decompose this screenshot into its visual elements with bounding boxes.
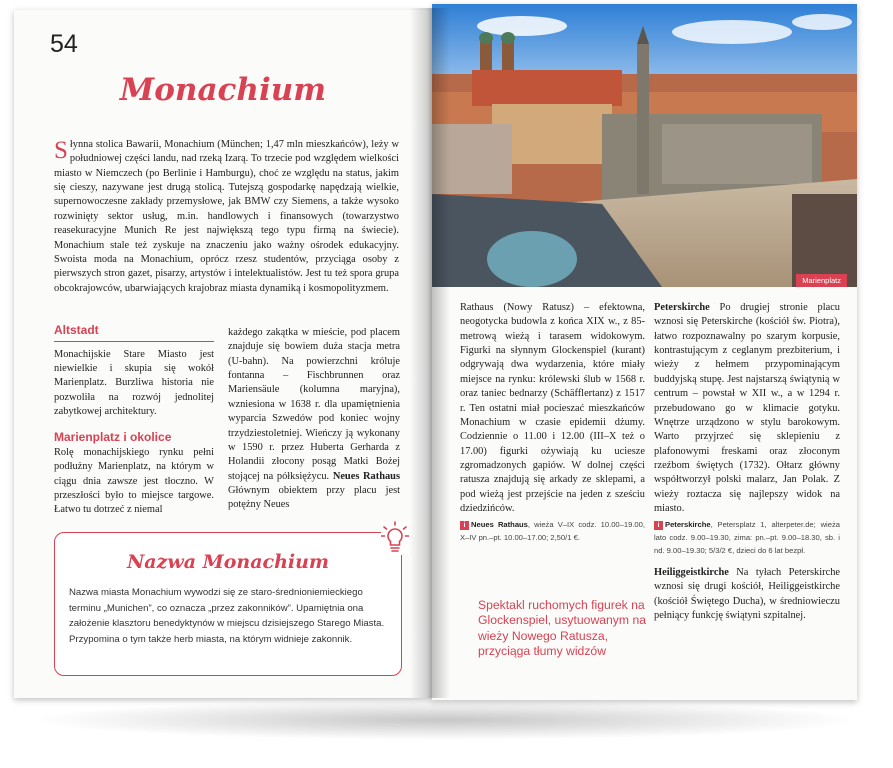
heiliggeistkirche-label: Heiliggeistkirche: [654, 567, 729, 579]
info-title: Peterskirche: [665, 520, 711, 530]
heading-divider: [54, 341, 214, 342]
info-neues-rathaus: [460, 519, 645, 545]
drop-cap: S: [54, 137, 68, 164]
marienplatz-heading: Marienplatz i okolice: [54, 430, 172, 445]
page-number: 54: [50, 30, 78, 58]
sidebar-box: [54, 532, 402, 676]
neues-rathaus-label: Neues Rathaus: [332, 470, 400, 482]
right-page: [432, 4, 857, 700]
info-title: Neues Rathaus: [471, 520, 528, 530]
heiliggeistkirche-text: Na tyłach Peterskirche wznosi się drugi kościół, Heiliggeistkirche (kościół Świętego Ducha), w średniowieczu pełniący funkcję świątyni szpitalnej.: [654, 567, 840, 622]
peterskirche-label: Peterskirche: [654, 302, 710, 313]
box-title: Nazwa Monachium: [126, 551, 330, 573]
info-peterskirche: [654, 519, 840, 558]
marienplatz-text: Rolę monachijskiego rynku pełni podłużny Marienplatz, na którym w ciągu dnia zawsze jest tłoczno. W przeszłości było to miejsce targowe. Łatwo tu dotrzeć z niemal: [54, 446, 214, 516]
column-text-tail: Głównym obiektem przy placu jest potężny Neues: [228, 484, 400, 511]
book-spine: [410, 8, 450, 698]
lightbulb-icon: [381, 521, 409, 555]
intro-paragraph: [54, 138, 399, 296]
altstadt-text: Monachijskie Stare Miasto jest niewielkie i skupia się wokół Marienplatz. Burzliwa historia nie pozwoliła na rozwój jednolitej zabytkowej architektury.: [54, 348, 214, 417]
info-icon: i: [460, 521, 469, 530]
book-shadow: [30, 700, 860, 740]
intro-text: łynna stolica Bawarii, Monachium (München; 1,47 mln mieszkańców), leży w południowej części landu, nad rzeką Izarą. To trzecie pod względem wielkości miasto w Niemczech (po Berlinie i Hamburgu), choć ze względu na status, jakim się cieszy, nazywane jest drugą stolicą. Tutejszą gospodarkę napędzają wielkie, supernowoczesne zakłady przemysłowe, jak BMW czy Siemens, a także wysoko rozwinięty sektor usług, m.in. handlowych i finansowych (towarzystwo reasekuracyjne Munich Re jest największą tego typu firmą na świecie). Monachium stale też zyskuje na znaczeniu jako ważny ośrodek edukacyjny. Swoista moda na Monachium, oprócz rzesz studentów, przyciąga osoby z pierwszych stron gazet, pisarzy, artystów i intelektualistów. Jest tu też spora grupa obcokrajowców, ubarwiających krajobraz miasta dynamiką i kosmopolityzmem.: [54, 139, 399, 294]
box-text: Nazwa miasta Monachium wywodzi się ze staro-średnioniemieckiego terminu „Munichen”, co oznacza „przez zakonników”. Upamiętnia ona założenie klasztoru benedyktynów w miejscu dzisiejszego Starego Miasta. Przypomina o tym także herb miasta, na którym widnieje zakonnik.: [69, 587, 385, 645]
info-icon: i: [654, 521, 663, 530]
marienplatz-photo: [432, 4, 857, 287]
left-column: [54, 322, 214, 518]
peterskirche-text: Po drugiej stronie placu wznosi się Peterskirche (kościół św. Piotra), łatwo rozpoznawalny po szarym korpusie, kontrastującym z ceglanym prezbiterium, i wieży z hełmem przypominającym buddyjską stupę. Jest najstarszą świątynią w centrum – powstał w XII w., a w 1294 r. przebudowano go w klimacie gotyku. Wnętrze urządzono w stylu barokowym. Warto przyjrzeć się sklepieniu z plafonowymi freskami oraz złoconym rzeźbom świętych (1732). Ołtarz główny współtworzył polski malarz, Jan Polak. Z wieży roztacza się najlepszy widok na miasto.: [654, 302, 840, 515]
column-text: każdego zakątka w mieście, pod placem znajduje się bowiem duża stacja metra (U-bahn). Na powierzchni króluje fontanna – Fischbrunnen oraz Mariensäule (kolumna maryjna), wzniesiona w 1638 r. dla upamiętnienia wyparcia Szwedów pod koniec wojny trzydziestoletniej. Wieńczy ją wykonany w 1590 r. przez Huberta Gerharda z Holandii złocony posąg Matki Bożej stojącej na półksiężycu.: [228, 327, 400, 482]
info-text: , wieża V–IX codz. 10.00–19.00, X–IV pn.–pt. 10.00–17.00; 2,50/1 €.: [460, 520, 645, 543]
info-text: , Petersplatz 1, alterpeter.de; wieża lato codz. 9.00–19.30, zima: pn.–pt. 9.00–18.30, sb. i nd. 9.00–19.30; 5/3/2 €, dzieci do 6 lat bezpł.: [654, 520, 840, 556]
left-page: [14, 10, 433, 698]
rathaus-text: Rathaus (Nowy Ratusz) – efektowna, neogotycka budowla z końca XIX w., z 85-metrową wieżą i tarasem widokowym. Figurki na słynnym Glockenspiel (kurant) odgrywają dwa wydarzenia, które miały miejsce na rynku: królewski ślub w 1568 r. oraz taniec bednarzy (Schäfflertanz) z 1517 r. Ten ostatni miał pocieszać mieszkańców Monachium w czasie epidemii dżumy. Codziennie o 11.00 i 12.00 (III–X też o 17.00) figurki ożywiają ku uciesze zgromadzonych gapiów. W dolnej części ratusza znajdują się arkady ze sklepami, a pod wieżą jest przejście na jeden z sześciu dziedzińców.: [460, 302, 645, 515]
pull-quote: Spektakl ruchomych figurek na Glockenspiel, usytuowanym na wieży Nowego Ratusza, przyciąga tłumy widzów: [478, 598, 647, 658]
photo-caption: Marienplatz: [796, 274, 847, 287]
right-right-column: [654, 301, 840, 624]
page-title: Monachium: [119, 72, 327, 108]
right-column: [228, 326, 400, 513]
right-left-column: [460, 301, 645, 545]
altstadt-heading: Altstadt: [54, 323, 99, 337]
